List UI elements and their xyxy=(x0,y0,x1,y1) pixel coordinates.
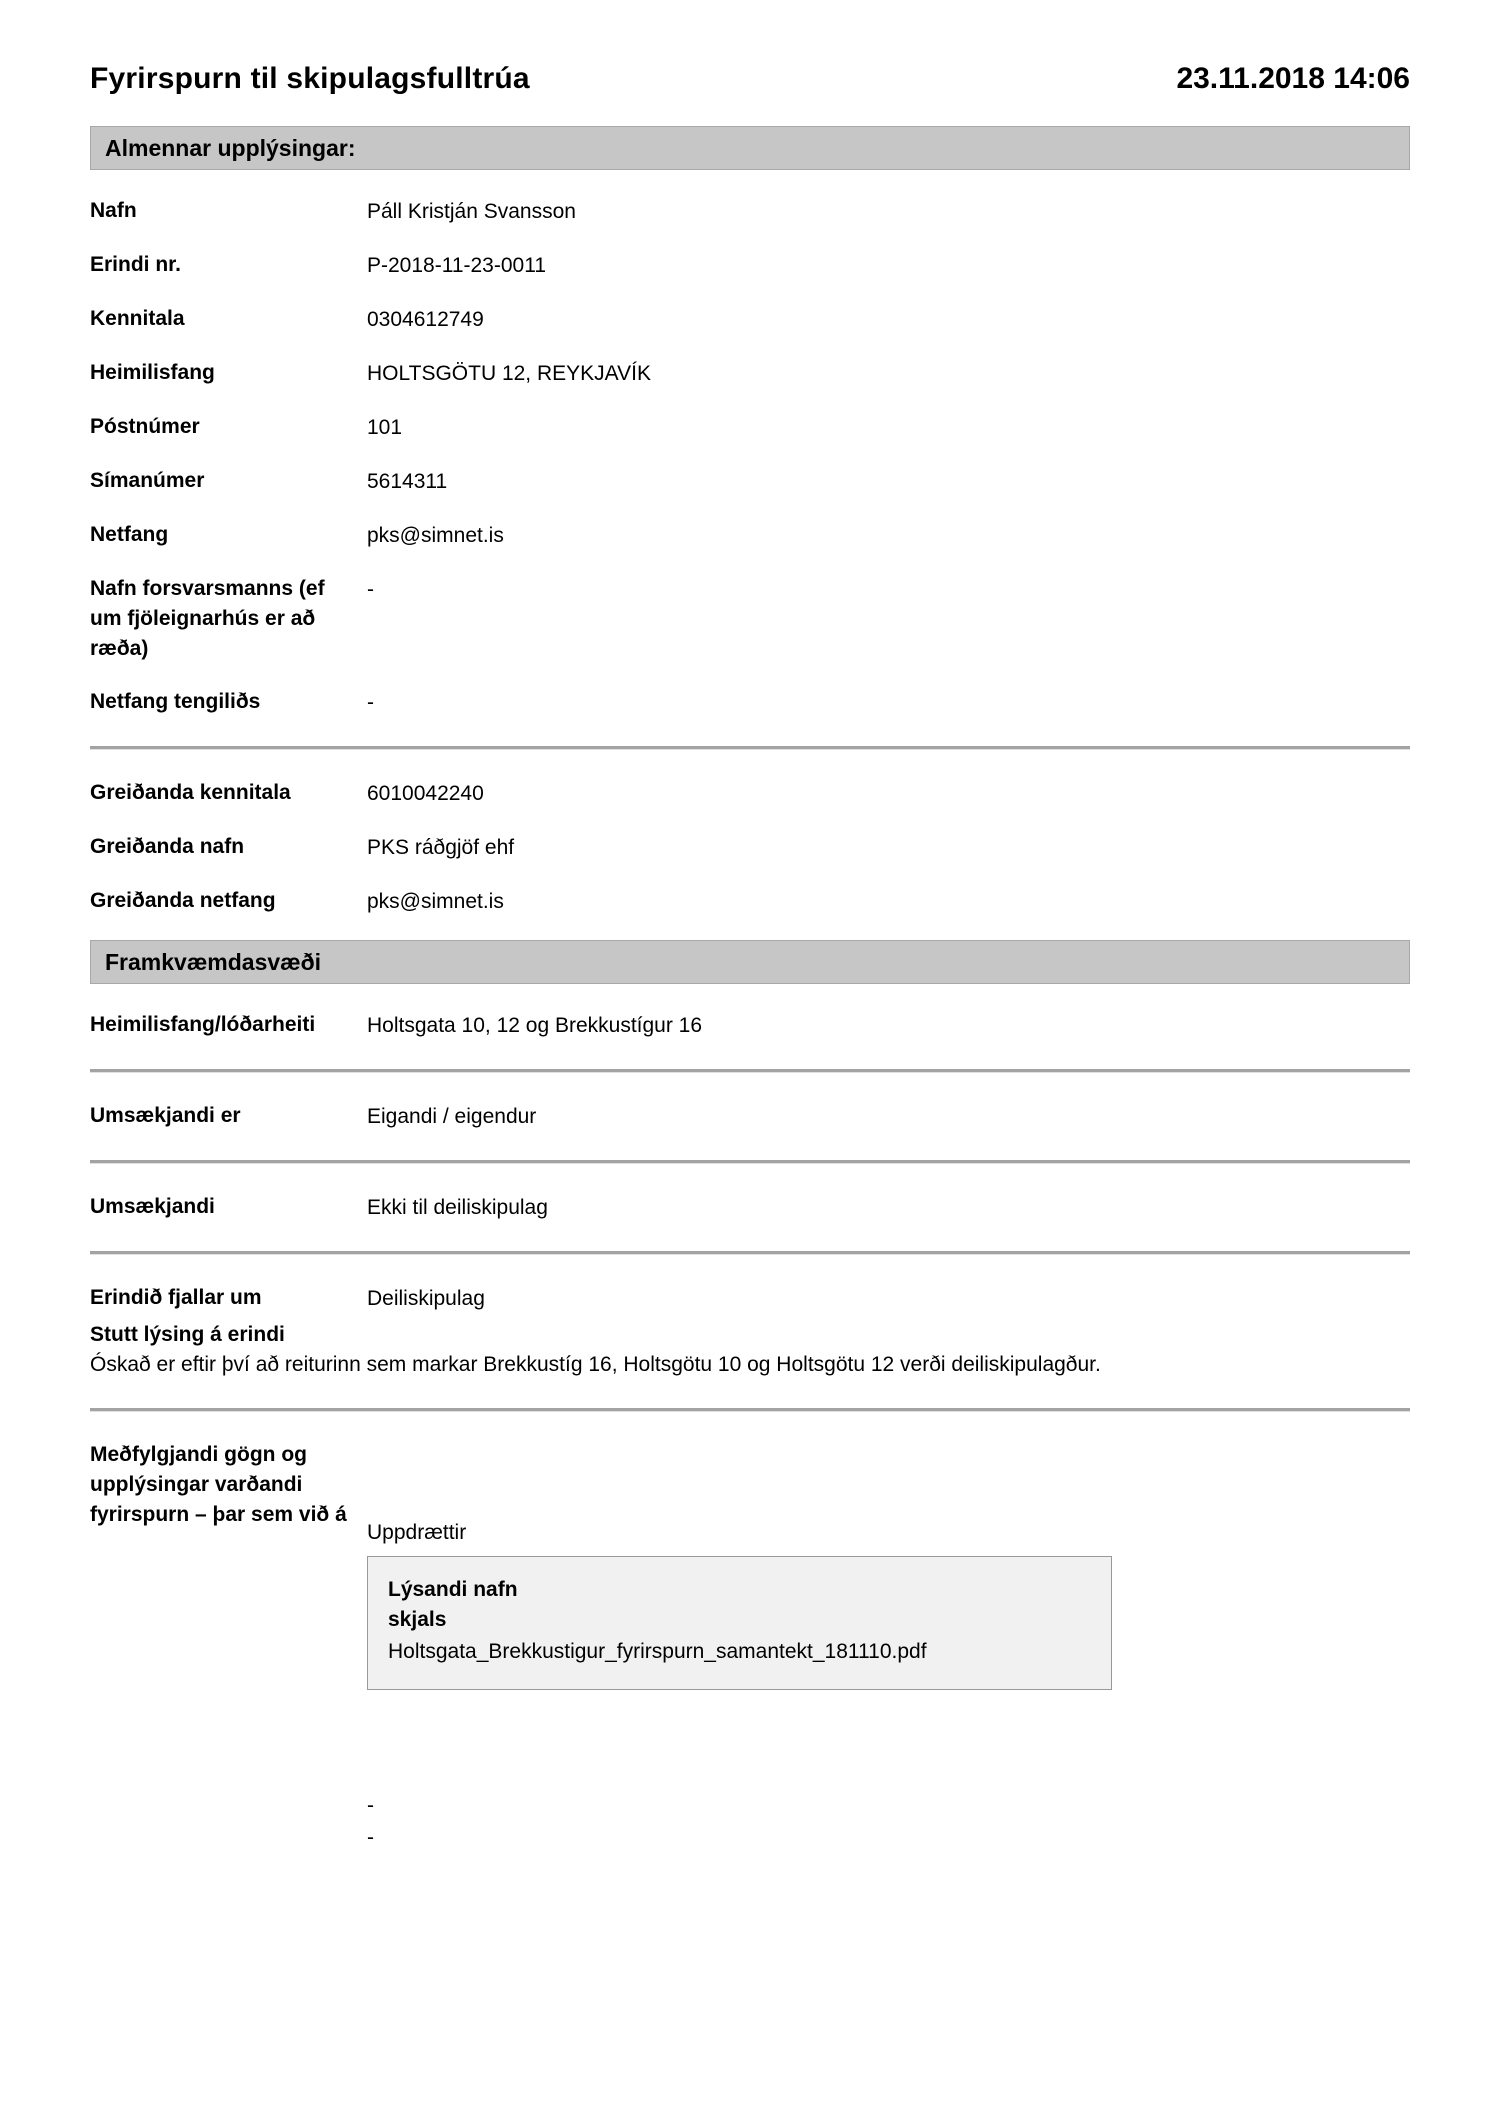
attachment-dash: - xyxy=(367,1794,374,1817)
field-label: Umsækjandi er xyxy=(90,1104,241,1127)
section-header-framkvaemdasvaedi xyxy=(90,940,1410,984)
attachment-file-name: Holtsgata_Brekkustigur_fyrirspurn_samantekt_181110.pdf xyxy=(388,1640,927,1663)
attachment-dash-list xyxy=(367,1790,1112,1854)
field-label: Greiðanda nafn xyxy=(90,835,245,858)
attachments-label: Meðfylgjandi gögn og upplýsingar varðandi fyrirspurn – þar sem við á xyxy=(90,1443,347,1526)
description-text: Óskað er eftir því að reiturinn sem markar Brekkustíg 16, Holtsgötu 10 og Holtsgötu 12 verði deiliskipulagður. xyxy=(90,1353,1101,1376)
field-row-kennitala xyxy=(90,304,1410,335)
description-block xyxy=(90,1320,1410,1380)
section-header-framkvaemdasvaedi-label: Framkvæmdasvæði xyxy=(105,948,322,975)
field-row-nafn xyxy=(90,196,1410,227)
field-label: Netfang xyxy=(90,523,169,546)
field-value: 101 xyxy=(367,416,403,439)
field-value: P-2018-11-23-0011 xyxy=(367,254,547,277)
field-row-netfang-tengilids xyxy=(90,687,1410,718)
field-value: 5614311 xyxy=(367,470,448,493)
timestamp: 23.11.2018 14:06 xyxy=(1176,62,1410,95)
field-value: - xyxy=(367,578,374,601)
field-row-heimilisfang xyxy=(90,358,1410,389)
field-value: Páll Kristján Svansson xyxy=(367,200,576,223)
general-fields xyxy=(90,196,1410,718)
field-value: pks@simnet.is xyxy=(367,524,504,547)
field-label: Heimilisfang xyxy=(90,361,215,384)
attachments-value-column xyxy=(367,1440,1112,1854)
field-row-simanumer xyxy=(90,466,1410,497)
field-row-postnumer xyxy=(90,412,1410,443)
divider xyxy=(90,1408,1410,1412)
project-area-fields xyxy=(90,1010,1410,1314)
field-label: Greiðanda kennitala xyxy=(90,781,291,804)
field-value: PKS ráðgjöf ehf xyxy=(367,836,515,859)
field-row-greidanda-kennitala xyxy=(90,778,1410,809)
field-row-forsvarsmanns xyxy=(90,574,1410,664)
payer-fields xyxy=(90,778,1410,917)
attachments-value: Uppdrættir xyxy=(367,1521,467,1544)
field-label: Erindi nr. xyxy=(90,253,182,276)
description-label: Stutt lýsing á erindi xyxy=(90,1323,285,1346)
field-row-greidanda-nafn xyxy=(90,832,1410,863)
field-label: Póstnúmer xyxy=(90,415,200,438)
field-value: pks@simnet.is xyxy=(367,890,504,913)
field-value: 0304612749 xyxy=(367,308,484,331)
field-label: Umsækjandi xyxy=(90,1195,215,1218)
section-header-general-label: Almennar upplýsingar: xyxy=(105,134,356,161)
field-row-umsaekjandi-er xyxy=(90,1101,1410,1132)
field-value: HOLTSGÖTU 12, REYKJAVÍK xyxy=(367,362,651,385)
field-row-greidanda-netfang xyxy=(90,886,1410,917)
field-label: Nafn forsvarsmanns (ef um fjöleignarhús er að ræða) xyxy=(90,577,325,660)
field-row-lodarheiti xyxy=(90,1010,1410,1041)
divider xyxy=(90,1160,1410,1164)
field-value: 6010042240 xyxy=(367,782,484,805)
field-row-umsaekjandi xyxy=(90,1192,1410,1223)
field-value: Deiliskipulag xyxy=(367,1287,485,1310)
page-title: Fyrirspurn til skipulagsfulltrúa xyxy=(90,62,530,95)
divider xyxy=(90,1251,1410,1255)
section-header-general xyxy=(90,126,1410,170)
field-label: Netfang tengiliðs xyxy=(90,690,261,713)
field-row-erindi-nr xyxy=(90,250,1410,281)
field-value: Holtsgata 10, 12 og Brekkustígur 16 xyxy=(367,1014,703,1037)
field-label: Nafn xyxy=(90,199,137,222)
field-value: - xyxy=(367,691,374,714)
document-header xyxy=(90,62,1410,96)
divider xyxy=(90,1069,1410,1073)
field-label: Greiðanda netfang xyxy=(90,889,276,912)
field-row-erindid-fjallar-um xyxy=(90,1283,1410,1314)
attachment-doc-heading: Lýsandi nafn skjals xyxy=(388,1578,518,1631)
field-row-netfang xyxy=(90,520,1410,551)
attachments-row xyxy=(90,1440,1410,1854)
attachment-box xyxy=(367,1556,1112,1690)
divider xyxy=(90,746,1410,750)
field-label: Erindið fjallar um xyxy=(90,1286,262,1309)
field-label: Símanúmer xyxy=(90,469,205,492)
field-label: Kennitala xyxy=(90,307,185,330)
field-value: Eigandi / eigendur xyxy=(367,1105,537,1128)
attachment-dash: - xyxy=(367,1826,374,1849)
field-label: Heimilisfang/lóðarheiti xyxy=(90,1013,316,1036)
field-value: Ekki til deiliskipulag xyxy=(367,1196,548,1219)
